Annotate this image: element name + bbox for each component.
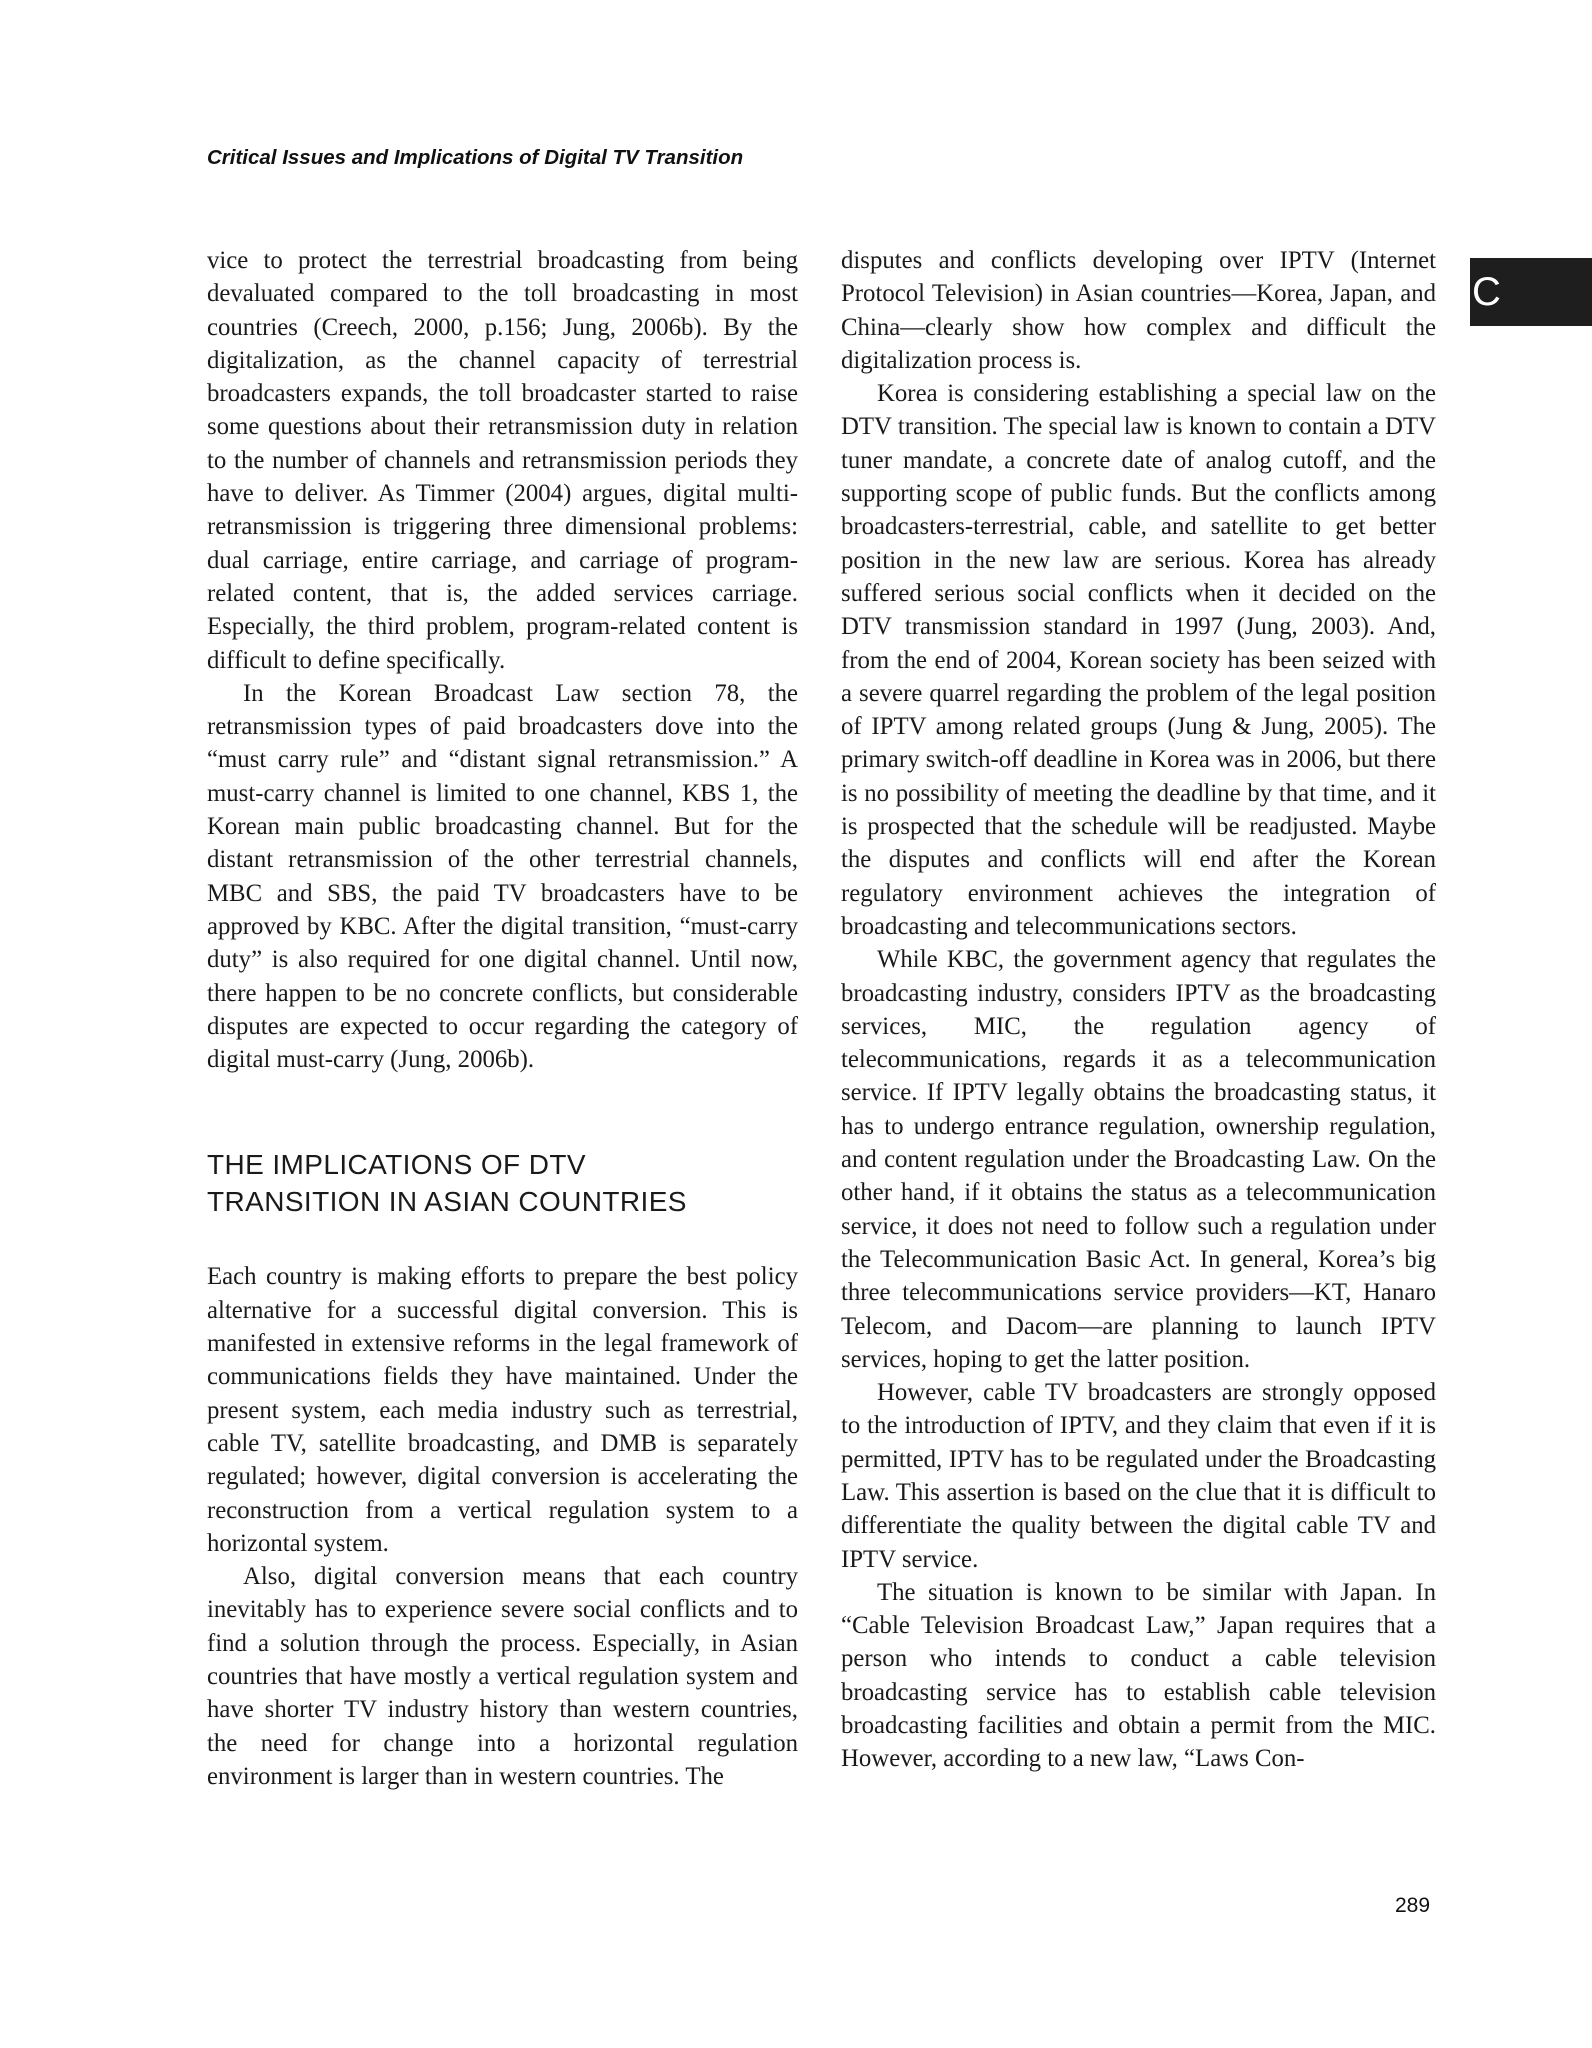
body-paragraph: Also, digital conversion means that each country inevitably has to experience severe social conflicts and to find a solution through the process. Especially, in Asian countries that have mostly a vertical regulation system and have shorter TV industry history than western countries, the need for change into a horizontal regulation environment is larger than in western countries. The: [207, 1563, 798, 1790]
page-number: 289: [1395, 1894, 1431, 1917]
body-paragraph: However, cable TV broadcasters are strongly opposed to the introduction of IPTV, and they claim that even if it is permitted, IPTV has to be regulated under the Broadcasting Law. This assertion is based on the clue that it is difficult to differentiate the quality between the digital cable TV and IPTV service.: [841, 1379, 1436, 1573]
body-paragraph: Each country is making efforts to prepare the best policy alternative for a successful digital conversion. This is manifested in extensive reforms in the legal framework of communications fields they have maintained. Under the present system, each media industry such as terrestrial, cable TV, satellite broadcasting, and DMB is separately regulated; however, digital conversion is accelerating the reconstruction from a vertical regulation system to a horizontal system.: [207, 1263, 798, 1557]
body-paragraph: disputes and conflicts developing over IPTV (Internet Protocol Television) in Asian countries—Korea, Japan, and China—clearly show how complex and difficult the digitalization process is.: [841, 247, 1436, 374]
section-heading-line: THE IMPLICATIONS OF DTV: [207, 1149, 586, 1181]
body-paragraph: vice to protect the terrestrial broadcasting from being devaluated compared to the toll broadcasting in most countries (Creech, 2000, p.156; Jung, 2006b). By the digitalization, as the channel capacity of terrestrial broadcasters expands, the toll broadcaster started to raise some questions about their retransmission duty in relation to the number of channels and retransmission periods they have to deliver. As Timmer (2004) argues, digital multi-retransmission is triggering three dimensional problems: dual carriage, entire carriage, and carriage of program-related content, that is, the added services carriage. Especially, the third problem, program-related content is difficult to define specifically.: [207, 247, 798, 674]
body-paragraph: In the Korean Broadcast Law section 78, the retransmission types of paid broadcasters dove into the “must carry rule” and “distant signal retransmission.” A must-carry channel is limited to one channel, KBS 1, the Korean main public broadcasting channel. But for the distant retransmission of the other terrestrial channels, MBC and SBS, the paid TV broadcasters have to be approved by KBC. After the digital transition, “must-carry duty” is also required for one digital channel. Until now, there happen to be no concrete conflicts, but considerable disputes are expected to occur regarding the category of digital must-carry (Jung, 2006b).: [207, 679, 798, 1074]
body-paragraph: Korea is considering establishing a special law on the DTV transition. The special law is known to contain a DTV tuner mandate, a concrete date of analog cutoff, and the supporting scope of public funds. But the conflicts among broadcasters-terrestrial, cable, and satellite to get better position in the new law are serious. Korea has already suffered serious social conflicts when it decided on the DTV transmission standard in 1997 (Jung, 2003). And, from the end of 2004, Korean society has been seized with a severe quarrel regarding the problem of the legal position of IPTV among related groups (Jung & Jung, 2005). The primary switch-off deadline in Korea was in 2006, but there is no possibility of meeting the deadline by that time, and it is prospected that the schedule will be readjusted. Maybe the disputes and conflicts will end after the Korean regulatory environment achieves the integration of broadcasting and telecommunications sectors.: [841, 380, 1436, 940]
right-column: [841, 244, 1436, 1776]
section-heading-line: TRANSITION IN ASIAN COUNTRIES: [207, 1185, 687, 1217]
section-thumb-tab: C: [1470, 258, 1592, 326]
running-head-title: Critical Issues and Implications of Digital TV Transition: [207, 146, 744, 169]
body-paragraph: The situation is known to be similar with Japan. In “Cable Television Broadcast Law,” Japan requires that a person who intends to conduct a cable television broadcasting service has to establish cable television broadcasting facilities and obtain a permit from the MIC. However, according to a new law, “Laws Con-: [841, 1578, 1436, 1773]
left-column: [207, 244, 798, 1793]
body-paragraph: While KBC, the government agency that regulates the broadcasting industry, considers IPTV as the broadcasting services, MIC, the regulation agency of telecommunications, regards it as a telecommunication service. If IPTV legally obtains the broadcasting status, it has to undergo entrance regulation, ownership regulation, and content regulation under the Broadcasting Law. On the other hand, if it obtains the status as a telecommunication service, it does not need to follow such a regulation under the Telecommunication Basic Act. In general, Korea’s big three telecommunications service providers—KT, Hanaro Telecom, and Dacom—are planning to launch IPTV services, hoping to get the latter position.: [841, 946, 1436, 1373]
section-heading: [207, 1147, 798, 1220]
